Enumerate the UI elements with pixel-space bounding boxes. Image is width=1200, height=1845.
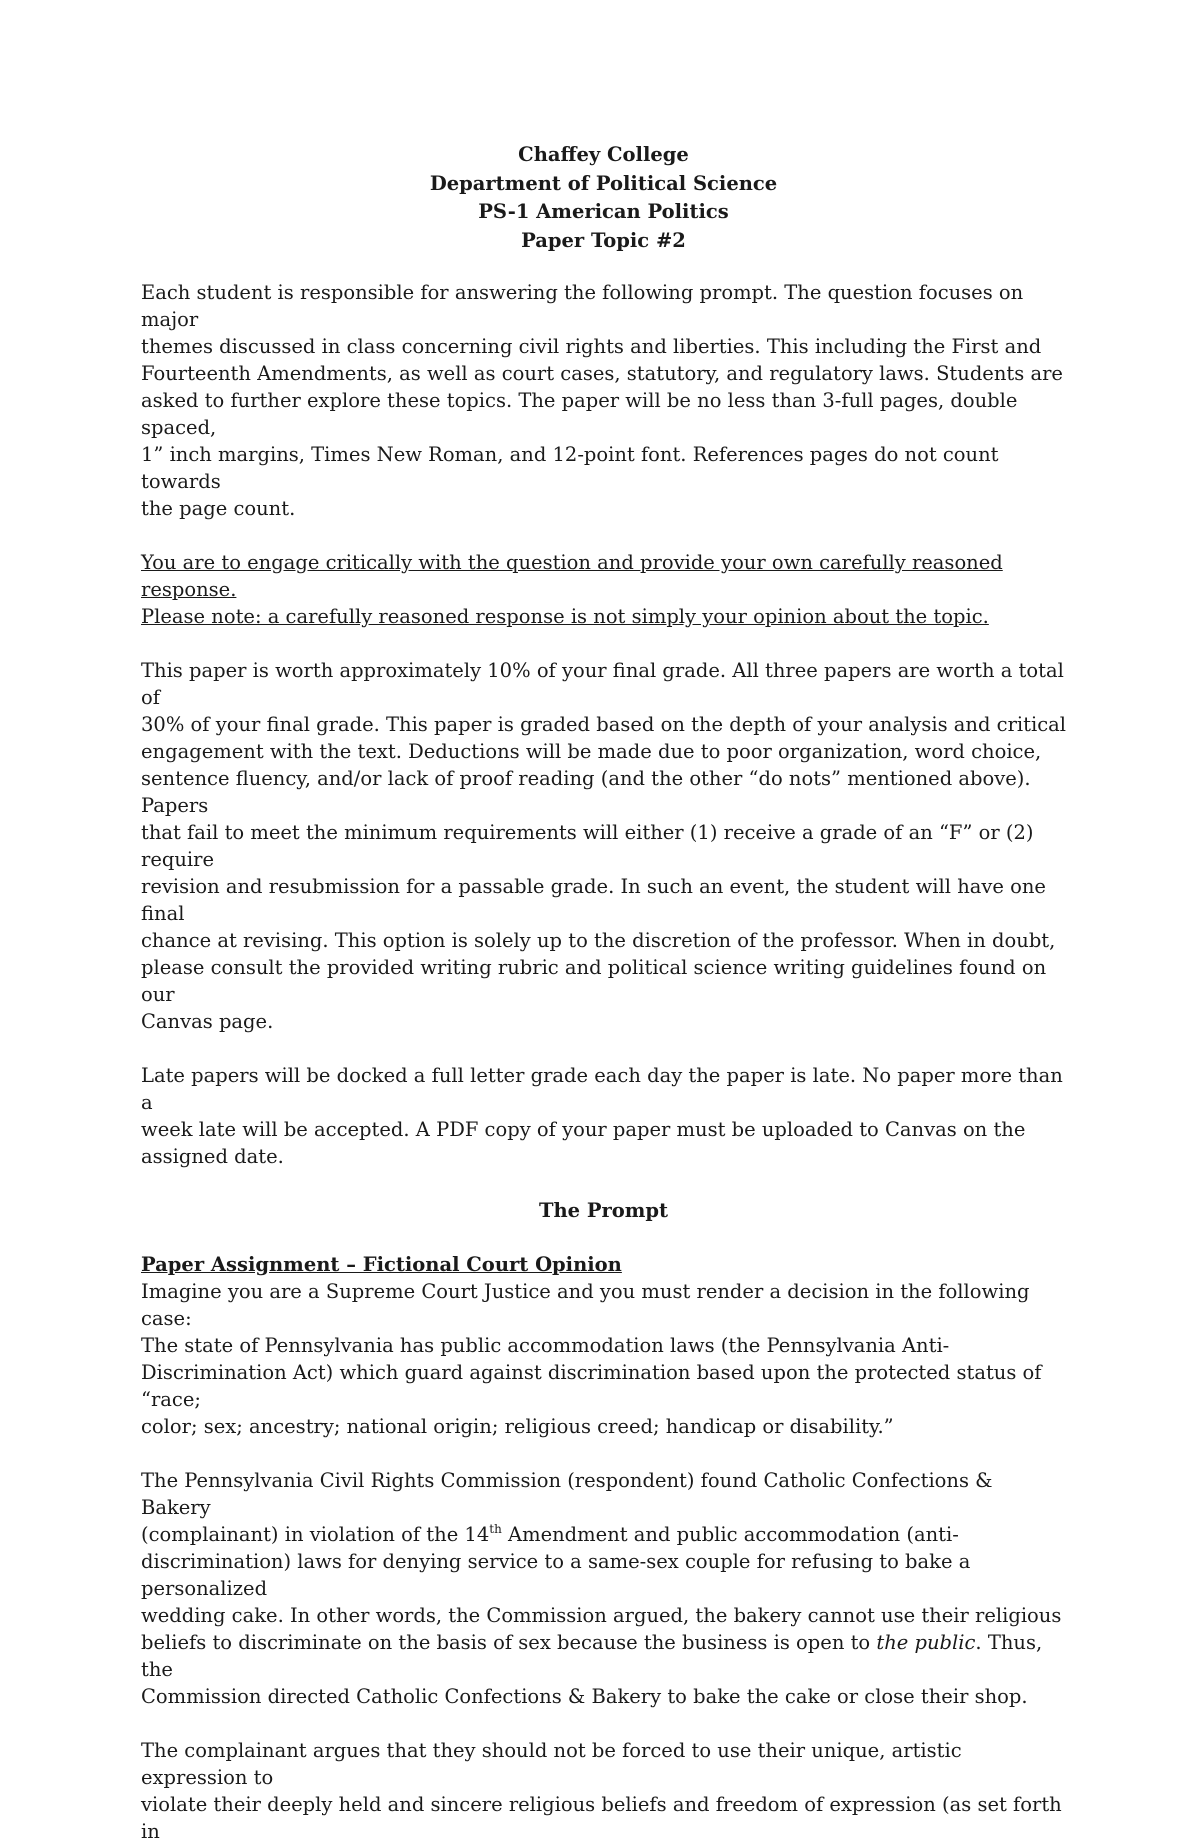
emphasized-text: the public (876, 1631, 976, 1654)
assignment-paragraph (141, 1278, 1066, 1440)
text-line: Canvas page. (141, 1010, 274, 1033)
text-line: please consult the provided writing rubric and political science writing guidelines found on our (141, 956, 1047, 1006)
text-span: beliefs to discriminate on the basis of sex because the business is open to (141, 1631, 877, 1654)
text-line: revision and resubmission for a passable grade. In such an event, the student will have one final (141, 875, 1046, 925)
text-line: Imagine you are a Supreme Court Justice and you must render a decision in the following case: (141, 1280, 1030, 1330)
text-line: 1” inch margins, Times New Roman, and 12-point font. References pages do not count towards (141, 443, 999, 493)
document-page (141, 141, 1066, 1845)
paper-topic-title: Paper Topic #2 (521, 228, 686, 252)
text-line: chance at revising. This option is solely up to the discretion of the professor. When in doubt, (141, 929, 1056, 952)
text-line: week late will be accepted. A PDF copy of your paper must be uploaded to Canvas on the (141, 1118, 1026, 1141)
intro-paragraph (141, 279, 1066, 522)
text-line: Commission directed Catholic Confections & Bakery to bake the cake or close their shop. (141, 1685, 1028, 1708)
text-line: sentence fluency, and/or lack of proof reading (and the other “do nots” mentioned above). Papers (141, 767, 1031, 817)
assignment-title: Paper Assignment – Fictional Court Opinion (141, 1253, 622, 1276)
text-line: The state of Pennsylvania has public accommodation laws (the Pennsylvania Anti- (141, 1334, 950, 1357)
text-line: the page count. (141, 497, 296, 520)
text-line (141, 1629, 1066, 1683)
text-line: Each student is responsible for answering the following prompt. The question focuses on major (141, 281, 1024, 331)
superscript: th (489, 1522, 502, 1536)
text-line: themes discussed in class concerning civil rights and liberties. This including the First and (141, 335, 1042, 358)
text-line (141, 1521, 1066, 1548)
college-name: Chaffey College (518, 143, 689, 166)
department-name: Department of Political Science (429, 171, 778, 195)
text-line: This paper is worth approximately 10% of your final grade. All three papers are worth a total of (141, 659, 1064, 709)
commission-paragraph (141, 1467, 1066, 1710)
text-line: wedding cake. In other words, the Commission argued, the bakery cannot use their religious (141, 1604, 1062, 1627)
text-line: violate their deeply held and sincere religious beliefs and freedom of expression (as set forth in (141, 1793, 1062, 1843)
text-line: engagement with the text. Deductions will be made due to poor organization, word choice, (141, 740, 1042, 763)
text-line: asked to further explore these topics. The paper will be no less than 3-full pages, double spaced, (141, 389, 1018, 439)
course-name: PS-1 American Politics (478, 200, 729, 223)
complainant-paragraph (141, 1737, 1066, 1845)
text-line: The Pennsylvania Civil Rights Commission (respondent) found Catholic Confections & Bakery (141, 1469, 993, 1519)
text-line: Discrimination Act) which guard against discrimination based upon the protected status of “race; (141, 1361, 1042, 1411)
text-span: Amendment and public accommodation (anti- (501, 1523, 959, 1546)
text-line: 30% of your final grade. This paper is graded based on the depth of your analysis and critical (141, 713, 1067, 736)
text-line: assigned date. (141, 1145, 284, 1168)
grading-paragraph (141, 657, 1066, 1035)
text-span: (complainant) in violation of the 14 (141, 1523, 490, 1546)
text-line: color; sex; ancestry; national origin; religious creed; handicap or disability.” (141, 1415, 894, 1438)
text-line: Late papers will be docked a full letter grade each day the paper is late. No paper more than a (141, 1064, 1063, 1114)
text-line: discrimination) laws for denying service to a same-sex couple for refusing to bake a personalized (141, 1550, 971, 1600)
document-header (141, 141, 1066, 255)
critical-engagement-note (141, 549, 1066, 630)
text-line: that fail to meet the minimum requirements will either (1) receive a grade of an “F” or (2) require (141, 821, 1034, 871)
text-line: You are to engage critically with the question and provide your own carefully reasoned response. (141, 551, 1003, 601)
text-line: Fourteenth Amendments, as well as court cases, statutory, and regulatory laws. Students are (141, 362, 1063, 385)
prompt-heading: The Prompt (538, 1199, 669, 1222)
late-policy-paragraph (141, 1062, 1066, 1170)
text-line: The complainant argues that they should not be forced to use their unique, artistic expression to (141, 1739, 962, 1789)
text-span: . Thus, the (141, 1631, 1043, 1681)
text-line: Please note: a carefully reasoned response is not simply your opinion about the topic. (141, 605, 989, 628)
